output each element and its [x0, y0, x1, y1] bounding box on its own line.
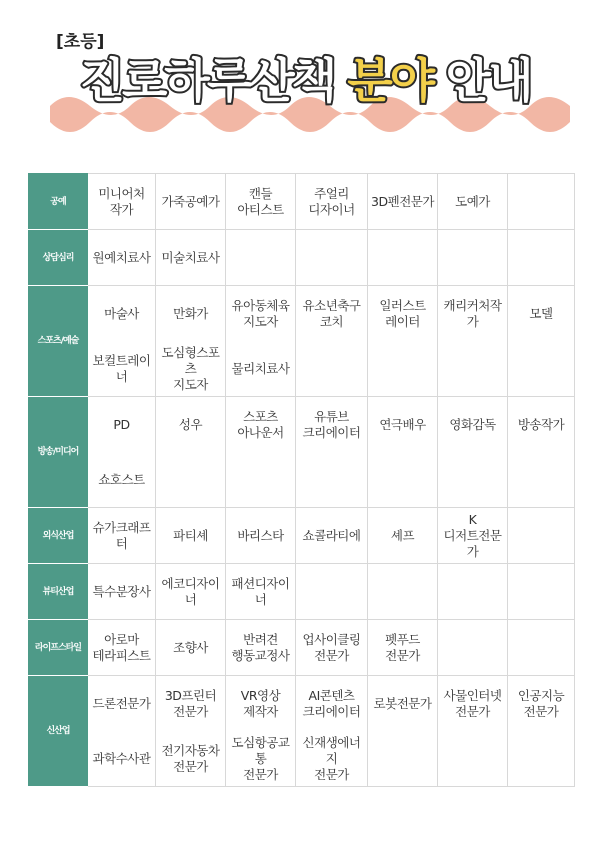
career-field-table: [28, 173, 575, 787]
table-row: [29, 452, 575, 508]
career-cell: 신재생에너지 전문가: [296, 731, 368, 787]
career-cell: 반려견 행동교정사: [226, 620, 296, 676]
career-cell: 성우: [156, 397, 226, 453]
career-cell: 슈가크래프 터: [88, 508, 156, 564]
career-cell: 미니어처 작가: [88, 174, 156, 230]
career-cell: [508, 452, 575, 508]
career-cell: 3D펜전문가: [368, 174, 438, 230]
career-cell: [226, 230, 296, 286]
category-label: 공예: [29, 174, 88, 230]
career-cell: 로봇전문가: [368, 676, 438, 732]
career-cell: [508, 731, 575, 787]
career-cell: 아로마 테라피스트: [88, 620, 156, 676]
career-cell: [438, 230, 508, 286]
category-label: 라이프스타일: [29, 620, 88, 676]
table-row: [29, 620, 575, 676]
career-cell: 도심형스포츠 지도자: [156, 341, 226, 397]
career-cell: [368, 731, 438, 787]
career-cell: [438, 564, 508, 620]
table-row: [29, 564, 575, 620]
career-cell: 인공지능 전문가: [508, 676, 575, 732]
career-cell: [438, 620, 508, 676]
career-cell: 셰프: [368, 508, 438, 564]
career-cell: [508, 230, 575, 286]
career-cell: 물리치료사: [226, 341, 296, 397]
career-cell: 모델: [508, 286, 575, 342]
title-highlight: 분야: [347, 54, 433, 109]
page-title: [40, 50, 570, 114]
career-cell: PD: [88, 397, 156, 453]
table-row: [29, 676, 575, 732]
career-cell: 마술사: [88, 286, 156, 342]
career-cell: 캔들 아티스트: [226, 174, 296, 230]
career-cell: 3D프린터 전문가: [156, 676, 226, 732]
career-cell: [296, 452, 368, 508]
career-cell: 도예가: [438, 174, 508, 230]
career-cell: 특수분장사: [88, 564, 156, 620]
career-cell: 과학수사관: [88, 731, 156, 787]
career-cell: 업사이클링 전문가: [296, 620, 368, 676]
career-cell: 스포츠 아나운서: [226, 397, 296, 453]
career-cell: 드론전문가: [88, 676, 156, 732]
career-cell: 바리스타: [226, 508, 296, 564]
career-cell: 캐리커처작 가: [438, 286, 508, 342]
career-cell: 사물인터넷 전문가: [438, 676, 508, 732]
title-part2: 안내: [432, 54, 531, 109]
table-row: [29, 230, 575, 286]
career-cell: [296, 564, 368, 620]
title-part1: 진로하루산책: [79, 54, 348, 109]
career-cell: 유아동체육 지도자: [226, 286, 296, 342]
career-cell: 연극배우: [368, 397, 438, 453]
career-cell: [508, 508, 575, 564]
career-cell: 도심항공교통 전문가: [226, 731, 296, 787]
career-cell: 보컬트레이 너: [88, 341, 156, 397]
career-cell: [438, 452, 508, 508]
career-cell: 유튜브 크리에이터: [296, 397, 368, 453]
career-cell: VR영상 제작자: [226, 676, 296, 732]
career-cell: 조향사: [156, 620, 226, 676]
career-cell: 주얼리 디자이너: [296, 174, 368, 230]
category-label: 상담심리: [29, 230, 88, 286]
category-label: 스포츠/예술: [29, 286, 88, 397]
table-row: [29, 397, 575, 453]
career-cell: 유소년축구 코치: [296, 286, 368, 342]
career-cell: 전기자동차 전문가: [156, 731, 226, 787]
career-cell: 파티셰: [156, 508, 226, 564]
career-cell: [438, 341, 508, 397]
category-label: 방송/미디어: [29, 397, 88, 508]
career-cell: 만화가: [156, 286, 226, 342]
table-row: [29, 286, 575, 342]
level-label: [초등]: [56, 32, 105, 52]
career-cell: 패션디자이 너: [226, 564, 296, 620]
career-cell: K 디저트전문 가: [438, 508, 508, 564]
career-cell: 쇼콜라티에: [296, 508, 368, 564]
table-row: [29, 174, 575, 230]
career-cell: [368, 341, 438, 397]
career-cell: [226, 452, 296, 508]
career-cell: [368, 452, 438, 508]
career-cell: 방송작가: [508, 397, 575, 453]
table-row: [29, 731, 575, 787]
career-cell: [508, 174, 575, 230]
career-cell: [438, 731, 508, 787]
career-cell: 원예치료사: [88, 230, 156, 286]
category-label: 뷰티산업: [29, 564, 88, 620]
category-label: 신산업: [29, 676, 88, 787]
career-cell: AI콘텐츠 크리에이터: [296, 676, 368, 732]
career-cell: [368, 564, 438, 620]
career-cell: 영화감독: [438, 397, 508, 453]
title-banner: [40, 48, 570, 144]
career-cell: [508, 620, 575, 676]
career-cell: [508, 564, 575, 620]
career-cell: 일러스트 레이터: [368, 286, 438, 342]
career-cell: 에코디자이 너: [156, 564, 226, 620]
career-cell: [296, 341, 368, 397]
career-cell: 쇼호스트: [88, 452, 156, 508]
career-cell: [296, 230, 368, 286]
table-row: [29, 341, 575, 397]
career-cell: [368, 230, 438, 286]
career-cell: 미술치료사: [156, 230, 226, 286]
career-cell: 가죽공예가: [156, 174, 226, 230]
career-cell: 펫푸드 전문가: [368, 620, 438, 676]
category-label: 외식산업: [29, 508, 88, 564]
table-row: [29, 508, 575, 564]
career-cell: [156, 452, 226, 508]
career-cell: [508, 341, 575, 397]
